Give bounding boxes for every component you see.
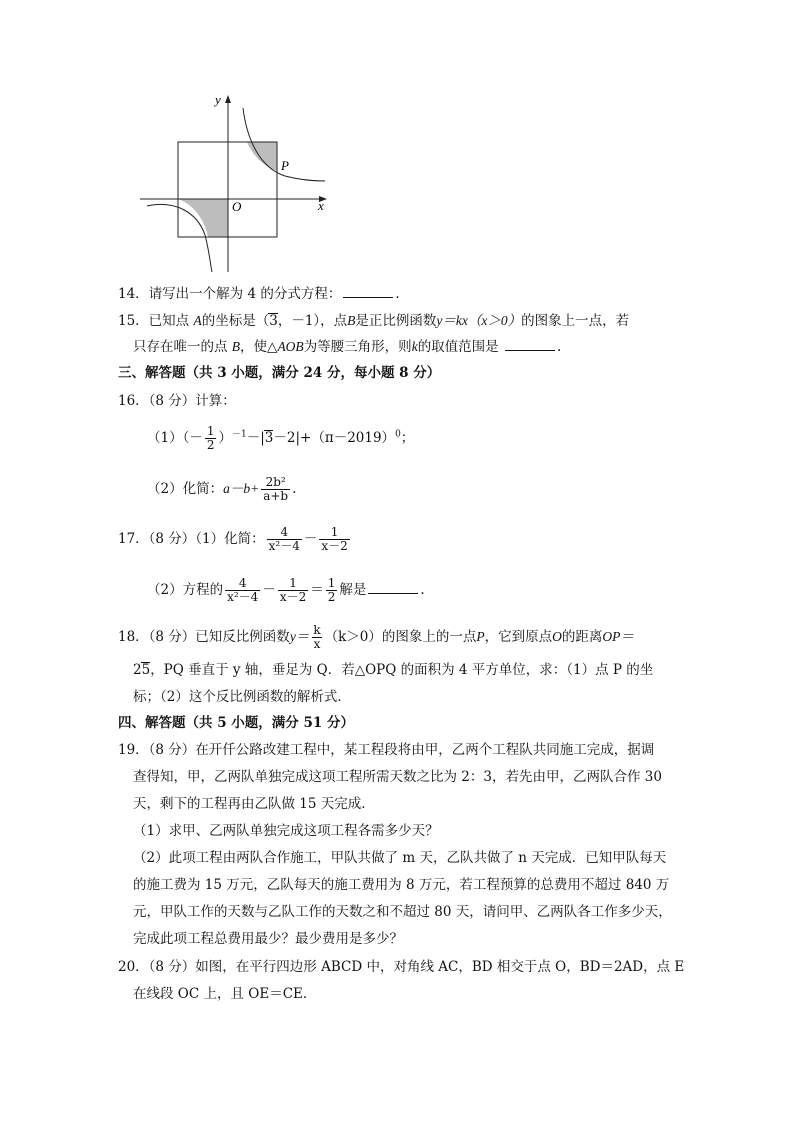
question-16-part1 bbox=[147, 425, 414, 452]
question-19-line3: 天，剩下的工程再由乙队做 15 天完成． bbox=[133, 796, 375, 812]
operator: － bbox=[262, 582, 276, 598]
fraction bbox=[326, 577, 338, 604]
frac-den: a+b bbox=[263, 489, 289, 503]
sqrt-value: 3 bbox=[264, 430, 274, 446]
fraction bbox=[311, 624, 322, 651]
q18-text: （k＞0）的图象上的一点 bbox=[324, 629, 477, 645]
sqrt-value: 3 bbox=[269, 313, 278, 329]
question-17-part2 bbox=[147, 577, 425, 604]
question-14 bbox=[118, 285, 400, 303]
hyperbola-figure bbox=[135, 90, 335, 280]
q15-text: ，－1），点 bbox=[277, 313, 348, 329]
frac-num: k bbox=[313, 623, 321, 637]
shaded-region-lower bbox=[178, 199, 228, 237]
q16-text: （1）（－ bbox=[147, 430, 203, 446]
q15-text: 的坐标是（ bbox=[201, 313, 270, 329]
frac-den: x²－4 bbox=[268, 539, 300, 553]
q14-text: 14．请写出一个解为 4 的分式方程： bbox=[118, 286, 342, 302]
question-15-line2 bbox=[133, 338, 561, 356]
answer-blank[interactable] bbox=[343, 285, 393, 298]
q18-text: 的距离 bbox=[561, 629, 603, 645]
exponent: 0 bbox=[395, 429, 401, 440]
q15-text: 15．已知点 bbox=[118, 313, 190, 329]
question-20-line2: 在线段 OC 上，且 OE＝CE． bbox=[133, 986, 317, 1002]
q16-text: （2）化简： bbox=[147, 481, 224, 497]
q16-text: －| bbox=[246, 430, 265, 446]
frac-den: x－2 bbox=[279, 590, 307, 604]
q16-text: . bbox=[292, 481, 297, 497]
label-p: P bbox=[281, 158, 289, 173]
q16-text: －2|+（π－2019） bbox=[273, 430, 396, 446]
q16-text: ） bbox=[218, 430, 232, 446]
q15-text: 是正比例函数 bbox=[355, 313, 437, 329]
q15-text: 为等腰三角形，则 bbox=[303, 339, 412, 355]
frac-num: 4 bbox=[238, 576, 247, 590]
question-19-line1: 19．（8 分）在开仟公路改建工程中，某工程段将由甲，乙两个工程队共同施工完成，据调 bbox=[118, 742, 655, 758]
section-4-title: 四、解答题（共 5 小题，满分 51 分） bbox=[118, 715, 354, 731]
frac-den: x bbox=[313, 637, 321, 651]
question-19-part1: （1）求甲、乙两队单独完成这项工程各需多少天？ bbox=[133, 823, 439, 839]
question-18-line1 bbox=[118, 624, 634, 651]
variable-k: k bbox=[411, 339, 418, 354]
question-16-part2 bbox=[147, 476, 296, 503]
q15-text: 的图象上一点，若 bbox=[521, 313, 630, 329]
point-a: A bbox=[193, 313, 202, 328]
question-20-line1: 20．（8 分）如图，在平行四边形 ABCD 中，对角线 AC，BD 相交于点 O，BD＝2AD，点 E bbox=[118, 959, 685, 975]
label-y: y bbox=[215, 92, 221, 107]
expression: y＝ bbox=[289, 629, 310, 644]
q14-end: . bbox=[395, 286, 400, 302]
q17-text: 解是 bbox=[339, 582, 367, 598]
q18-text: 18．（8 分）已知反比例函数 bbox=[118, 629, 290, 645]
segment-op: OP＝ bbox=[602, 629, 634, 644]
frac-num: 2b² bbox=[265, 475, 286, 489]
frac-num: 4 bbox=[280, 525, 289, 539]
frac-den: x－2 bbox=[321, 539, 348, 553]
frac-num: 1 bbox=[206, 424, 215, 438]
sqrt-value: 5 bbox=[141, 662, 151, 678]
frac-num: 1 bbox=[330, 525, 339, 539]
frac-den: 2 bbox=[206, 438, 215, 452]
section-3-title: 三、解答题（共 3 小题，满分 24 分，每小题 8 分） bbox=[118, 365, 441, 381]
point-b: B bbox=[231, 339, 241, 354]
expression: a－b+ bbox=[223, 481, 260, 496]
question-19-line2: 查得知，甲，乙两队单独完成这项工程所需天数之比为 2：3，若先由甲，乙两队合作 30 bbox=[133, 769, 662, 785]
operator: － bbox=[303, 531, 318, 547]
q15-text: 的取值范围是 bbox=[417, 339, 499, 355]
question-16-head: 16．（8 分）计算： bbox=[118, 393, 236, 409]
y-axis-arrow bbox=[225, 95, 231, 103]
question-19-part2-line4: 完成此项工程总费用最少？最少费用是多少？ bbox=[133, 931, 403, 947]
point-b: B bbox=[347, 313, 356, 328]
q15-end: . bbox=[556, 339, 562, 355]
question-19-part2-line2: 的施工费为 15 万元，乙队每天的施工费用为 8 万元，若工程预算的总费用不超过 840 万 bbox=[133, 877, 670, 893]
triangle-aob: AOB bbox=[277, 339, 304, 354]
fraction-half bbox=[205, 425, 217, 452]
q17-text: 17．（8 分）（1）化简： bbox=[118, 531, 265, 547]
frac-den: 2 bbox=[327, 590, 336, 604]
frac-num: 1 bbox=[327, 576, 336, 590]
question-19-part2-line3: 元，甲队工作的天数与乙队工作的天数之和不超过 80 天，请问甲、乙两队各工作多少天， bbox=[133, 904, 672, 920]
fraction bbox=[267, 526, 302, 553]
q15-text: 只存在唯一的点 bbox=[133, 339, 228, 355]
operator: ＝ bbox=[310, 582, 324, 598]
q17-end: . bbox=[420, 582, 425, 598]
answer-blank[interactable] bbox=[368, 581, 418, 594]
label-o: O bbox=[232, 199, 242, 214]
point-o: O bbox=[552, 629, 562, 644]
q18-text: ，它到原点 bbox=[484, 629, 553, 645]
label-x: x bbox=[318, 198, 324, 213]
question-15-line1 bbox=[118, 312, 629, 330]
answer-blank[interactable] bbox=[505, 338, 555, 351]
fraction bbox=[261, 476, 290, 503]
shaded-region-upper bbox=[247, 142, 277, 171]
fraction bbox=[319, 526, 349, 553]
frac-num: 1 bbox=[289, 576, 297, 590]
question-19-part2-line1: （2）此项工程由两队合作施工，甲队共做了 m 天，乙队共做了 n 天完成．已知甲队每天 bbox=[133, 850, 667, 866]
exponent: －1 bbox=[231, 429, 247, 440]
q15-text: ，使△ bbox=[240, 339, 278, 355]
frac-den: x²－4 bbox=[227, 590, 259, 604]
q18-text: ，PQ 垂直于 y 轴，垂足为 Q．若△OPQ 的面积为 4 平方单位，求：（1）点 P 的坐 bbox=[150, 662, 654, 678]
fraction bbox=[278, 577, 308, 604]
question-18-line2 bbox=[133, 661, 653, 679]
function-expr: y＝kx（x＞0） bbox=[436, 313, 522, 328]
question-18-line3: 标；（2）这个反比例函数的解析式． bbox=[133, 689, 351, 705]
point-p: P bbox=[476, 629, 485, 644]
fraction bbox=[225, 577, 260, 604]
q18-text: 2 bbox=[133, 662, 142, 678]
q17-text: （2）方程的 bbox=[147, 582, 224, 598]
question-17-part1 bbox=[118, 526, 352, 553]
q16-text: ； bbox=[400, 430, 415, 446]
